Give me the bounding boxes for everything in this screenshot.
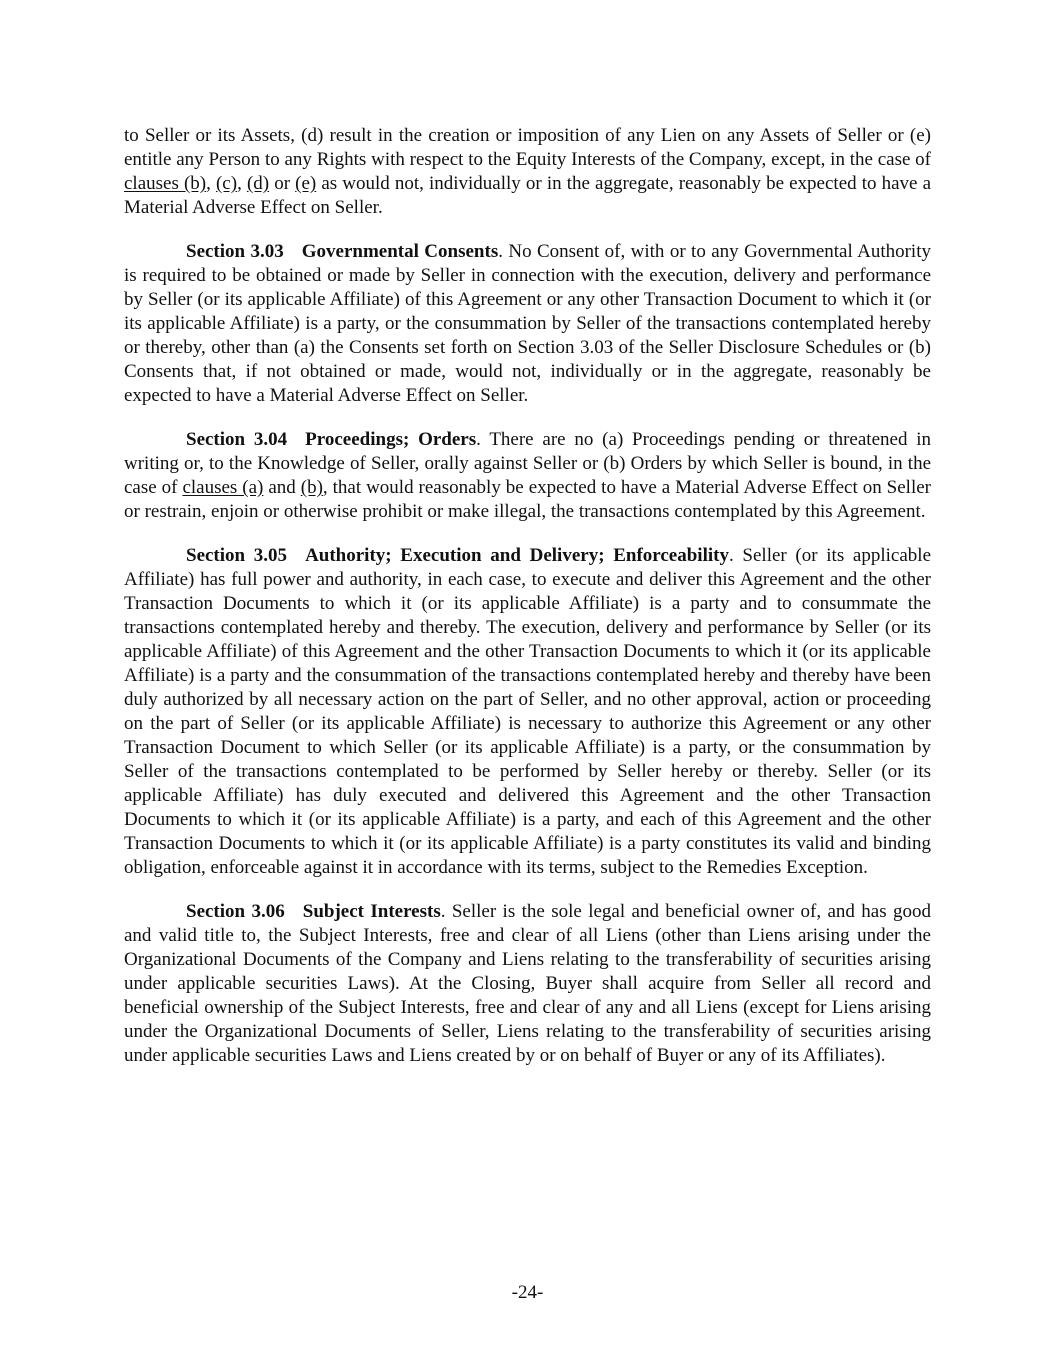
section-title: Governmental Consents (301, 241, 499, 262)
document-page (124, 124, 931, 1088)
section-3-06 (124, 900, 931, 1068)
section-3-05 (124, 544, 931, 880)
clause-ref-a: clauses (a) (182, 477, 264, 498)
section-3-04: Section 3.04 Proceedings; Orders. There are no (a) Proceedings pending or threatened in writing or, to the Knowledge of Seller, orally against Seller or (b) Orders by which Seller is bound, in the case of clauses (a) and (b), that would reasonably be expected to have a Material Adverse Effect on Seller or restrain, enjoin or otherwise prohibit or make illegal, the transactions contemplated by this Agreement. (124, 429, 932, 522)
clause-ref-b: clauses (b) (124, 173, 207, 194)
section-number: Section 3.06 (186, 901, 285, 922)
page-number: -24- (511, 1282, 544, 1303)
section-3-03 (124, 240, 931, 408)
section-body: . Seller (or its applicable Affiliate) has full power and authority, in each case, to execute and deliver this Agreement and the other Transaction Documents to which it (or its applicable Affiliate) is a party and to consummate the transactions contemplated hereby and thereby. The execution, delivery and performance by Seller (or its applicable Affiliate) of this Agreement and the other Transaction Documents to which it (or its applicable Affiliate) is a party and the consummation of the transactions contemplated hereby and thereby have been duly authorized by all necessary action on the part of Seller, and no other approval, action or proceeding on the part of Seller (or its applicable Affiliate) is necessary to authorize this Agreement or any other Transaction Document to which Seller (or its applicable Affiliate) is a party, or the consummation by Seller of the transactions contemplated to be performed by Seller hereby or thereby. Seller (or its applicable Affiliate) has duly executed and delivered this Agreement and the other Transaction Documents to which it (or its applicable Affiliate) is a party, and each of this Agreement and the other Transaction Documents to which it (or its applicable Affiliate) is a party constitutes its valid and binding obligation, enforceable against it in accordance with its terms, subject to the Remedies Exception. (124, 545, 931, 878)
section-body: . No Consent of, with or to any Governmental Authority is required to be obtained or made by Seller in connection with the execution, delivery and performance by Seller (or its applicable Affiliate) of this Agreement or any other Transaction Document to which it (or its applicable Affiliate) is a party, or the consummation by Seller of the transactions contemplated hereby or thereby, other than (a) the Consents set forth on Section 3.03 of the Seller Disclosure Schedules or (b) Consents that, if not obtained or made, would not, individually or in the aggregate, reasonably be expected to have a Material Adverse Effect on Seller. (124, 241, 931, 406)
section-number: Section 3.05 (186, 545, 288, 566)
clause-ref-b: (b) (300, 477, 323, 498)
section-title: Authority; Execution and Delivery; Enforceability (305, 545, 729, 566)
section-number: Section 3.04 (186, 429, 288, 450)
clause-ref-c: (c) (215, 173, 238, 194)
section-body: . Seller is the sole legal and beneficial owner of, and has good and valid title to, the Subject Interests, free and clear of all Liens (other than Liens arising under the Organizational Documents of the Company and Liens relating to the transferability of securities arising under applicable securities Laws). At the Closing, Buyer shall acquire from Seller all record and beneficial ownership of the Subject Interests, free and clear of any and all Liens (except for Liens arising under the Organizational Documents of Seller, Liens relating to the transferability of securities arising under applicable securities Laws and Liens created by or on behalf of Buyer or any of its Affiliates). (124, 901, 931, 1066)
clause-ref-e: (e) (295, 173, 317, 194)
paragraph-continuation: to Seller or its Assets, (d) result in the creation or imposition of any Lien on any Assets of Seller or (e) entitle any Person to any Rights with respect to the Equity Interests of the Company, except, in the case of clauses (b), (c), (d) or (e) as would not, individually or in the aggregate, reasonably be expected to have a Material Adverse Effect on Seller. (124, 125, 932, 218)
clause-ref-d: (d) (246, 173, 270, 194)
section-title: Subject Interests (302, 901, 441, 922)
section-title: Proceedings; Orders (305, 429, 477, 450)
section-number: Section 3.03 (186, 241, 284, 262)
